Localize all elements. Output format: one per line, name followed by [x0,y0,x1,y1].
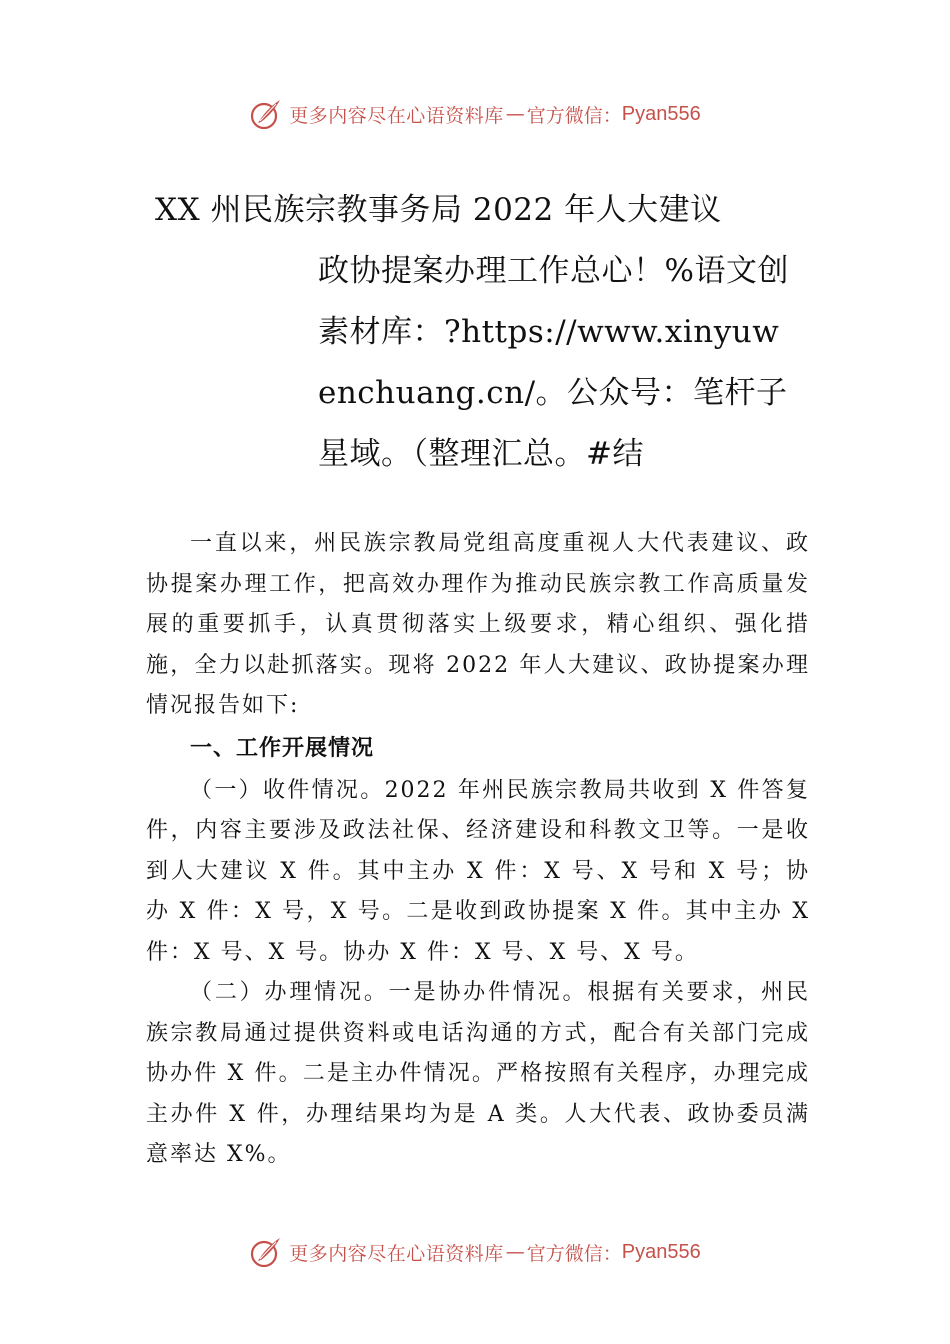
footer-watermark-banner [0,1232,950,1272]
banner-brand: 更多内容尽在心语资料库 [289,1242,504,1265]
banner-wechat-label: 官方微信： [526,1242,622,1265]
subsection-receipt-lead: （一）收件情况。 [190,777,385,803]
subsection-handling-text: 一是协办件情况。根据有关要求，州民族宗教局通过提供资料或电话沟通的方式，配合有关部门完成协办件 X 件。二是主办件情况。严格按照有关程序，办理完成主办件 X 件，办理结果均为是 A 类。人大代表、政协委员满意率达 X%。 [146,980,810,1167]
banner-dash: — [505,103,525,125]
banner-wechat-label: 官方微信： [526,104,622,127]
banner-wechat-id: Pyan556 [621,102,701,125]
banner-dash: — [505,1241,525,1263]
quill-logo-icon [249,97,283,131]
title-line-1: XX 州民族宗教事务局 2022 年人大建议 [155,192,722,228]
document-body [146,524,810,1176]
title-continuation: 政协提案办理工作总心！%语文创素材库：?https://www.xinyuwenchuang.cn/。公众号：笔杆子星域。（整理汇总。#结 [318,253,789,472]
subsection-receipt-paragraph [146,771,810,974]
subsection-receipt-text: 2022 年州民族宗教局共收到 X 件答复件，内容主要涉及政法社保、经济建设和科教文卫等。一是收到人大建议 X 件。其中主办 X 件：X 号、X 号和 X 号；协办 X 件：X 号，X 号。二是收到政协提案 X 件。其中主办 X 件：X 号、X 号。协办 X 件：X 号、X 号、X 号。 [146,777,810,965]
section-heading-1: 一、工作开展情况 [190,735,375,761]
header-watermark-banner [0,94,950,134]
intro-paragraph: 一直以来，州民族宗教局党组高度重视人大代表建议、政协提案办理工作，把高效办理作为推动民族宗教工作高质量发展的重要抓手，认真贯彻落实上级要求，精心组织、强化措施，全力以赴抓落实。现将 2022 年人大建议、政协提案办理情况报告如下: [146,531,810,718]
banner-brand: 更多内容尽在心语资料库 [289,104,504,127]
subsection-handling-paragraph [146,973,810,1176]
document-title [155,180,815,485]
subsection-handling-lead: （二）办理情况。 [190,980,389,1005]
quill-logo-icon [249,1235,283,1269]
banner-wechat-id: Pyan556 [621,1240,701,1263]
